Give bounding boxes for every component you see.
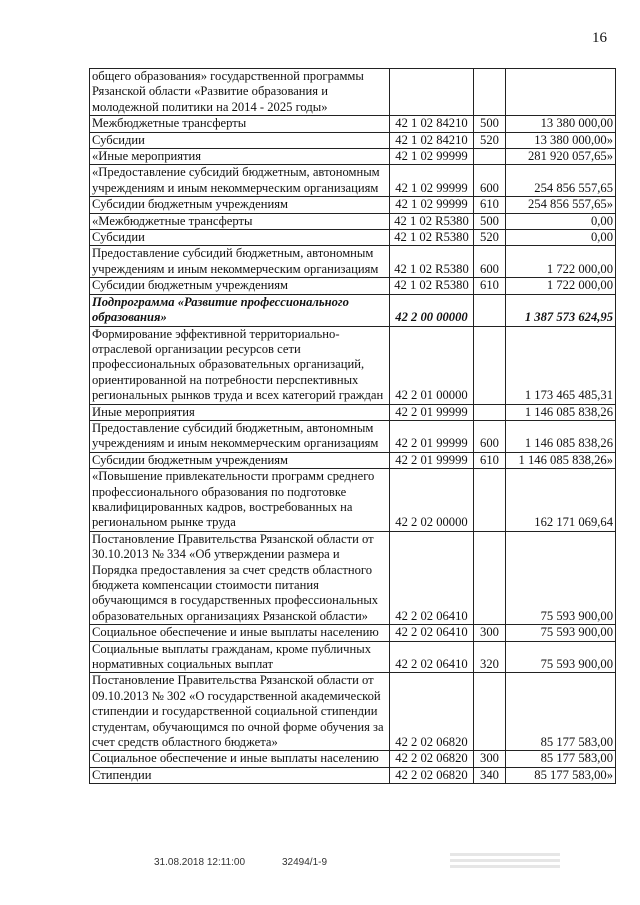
row-amount: 1 146 085 838,26» [506, 452, 616, 468]
row-name: Стипендии [90, 767, 390, 783]
row-code: 42 2 02 06820 [390, 751, 474, 767]
row-code [390, 69, 474, 116]
row-expense-type [474, 69, 506, 116]
row-code: 42 2 01 99999 [390, 420, 474, 452]
row-code: 42 1 02 99999 [390, 149, 474, 165]
row-amount: 1 146 085 838,26 [506, 404, 616, 420]
row-code: 42 1 02 R5380 [390, 230, 474, 246]
row-amount: 13 380 000,00 [506, 116, 616, 132]
budget-table [89, 68, 616, 784]
row-code: 42 1 02 99999 [390, 165, 474, 197]
table-row [90, 625, 616, 641]
row-amount: 75 593 900,00 [506, 531, 616, 624]
row-name: Субсидии бюджетным учреждениям [90, 197, 390, 213]
row-expense-type: 600 [474, 420, 506, 452]
row-code: 42 1 02 84210 [390, 132, 474, 148]
row-name: Социальные выплаты гражданам, кроме публичных нормативных социальных выплат [90, 641, 390, 673]
table-row [90, 469, 616, 532]
row-code: 42 1 02 R5380 [390, 278, 474, 294]
row-name: Постановление Правительства Рязанской области от 30.10.2013 № 334 «Об утверждении размера и Порядка предоставления за счет средств областного бюджета компенсации стоимости питания обучающимся в государственных профессиональных образовательных организациях Рязанской области» [90, 531, 390, 624]
row-expense-type: 300 [474, 751, 506, 767]
row-name: общего образования» государственной программы Рязанской области «Развитие образования и молодежной политики на 2014 - 2025 годы» [90, 69, 390, 116]
row-amount: 1 146 085 838,26 [506, 420, 616, 452]
row-expense-type: 300 [474, 625, 506, 641]
row-code: 42 2 02 06820 [390, 673, 474, 751]
table-row [90, 641, 616, 673]
row-amount: 75 593 900,00 [506, 641, 616, 673]
row-amount: 1 173 465 485,31 [506, 326, 616, 404]
row-name: «Повышение привлекательности программ среднего профессионального образования по подготовке квалифицированных кадров, востребованных на региональном рынке труда [90, 469, 390, 532]
row-amount: 1 722 000,00 [506, 278, 616, 294]
budget-table-body [90, 69, 616, 784]
row-expense-type [474, 326, 506, 404]
table-row [90, 116, 616, 132]
row-code: 42 2 02 06410 [390, 625, 474, 641]
table-row [90, 278, 616, 294]
row-name: Субсидии бюджетным учреждениям [90, 278, 390, 294]
row-amount: 75 593 900,00 [506, 625, 616, 641]
row-expense-type [474, 673, 506, 751]
footer-doc-number: 32494/1-9 [282, 857, 328, 868]
row-code: 42 2 01 99999 [390, 404, 474, 420]
table-row [90, 531, 616, 624]
row-expense-type: 610 [474, 452, 506, 468]
row-amount: 1 387 573 624,95 [506, 294, 616, 326]
row-amount: 13 380 000,00» [506, 132, 616, 148]
table-row [90, 420, 616, 452]
row-expense-type: 520 [474, 230, 506, 246]
row-code: 42 1 02 84210 [390, 116, 474, 132]
row-name: Формирование эффективной территориально-отраслевой организации ресурсов сети профессиональных образовательных организаций, ориентированной на потребности перспективных региональных рынков труда и всех категорий граждан [90, 326, 390, 404]
row-amount: 85 177 583,00 [506, 751, 616, 767]
row-name: Предоставление субсидий бюджетным, автономным учреждениям и иным некоммерческим организациям [90, 420, 390, 452]
row-amount: 254 856 557,65» [506, 197, 616, 213]
row-name: «Предоставление субсидий бюджетным, автономным учреждениям и иным некоммерческим организациям [90, 165, 390, 197]
row-code: 42 2 00 00000 [390, 294, 474, 326]
row-amount: 0,00 [506, 213, 616, 229]
row-expense-type [474, 531, 506, 624]
row-name: Подпрограмма «Развитие профессионального образования» [90, 294, 390, 326]
table-row [90, 230, 616, 246]
row-name: «Межбюджетные трансферты [90, 213, 390, 229]
row-code: 42 2 01 00000 [390, 326, 474, 404]
row-code: 42 2 01 99999 [390, 452, 474, 468]
row-name: Предоставление субсидий бюджетным, автономным учреждениям и иным некоммерческим организациям [90, 246, 390, 278]
row-name: Субсидии бюджетным учреждениям [90, 452, 390, 468]
table-row [90, 197, 616, 213]
table-row [90, 213, 616, 229]
row-code: 42 1 02 R5380 [390, 246, 474, 278]
row-name: Социальное обеспечение и иные выплаты населению [90, 751, 390, 767]
row-amount: 162 171 069,64 [506, 469, 616, 532]
row-amount: 1 722 000,00 [506, 246, 616, 278]
row-code: 42 2 02 00000 [390, 469, 474, 532]
row-expense-type [474, 469, 506, 532]
table-row [90, 326, 616, 404]
table-row [90, 246, 616, 278]
table-row [90, 132, 616, 148]
page-number: 16 [592, 30, 607, 46]
row-code: 42 1 02 R5380 [390, 213, 474, 229]
table-row [90, 404, 616, 420]
row-amount: 281 920 057,65» [506, 149, 616, 165]
row-amount: 85 177 583,00» [506, 767, 616, 783]
row-expense-type [474, 404, 506, 420]
row-name: Межбюджетные трансферты [90, 116, 390, 132]
row-expense-type: 610 [474, 197, 506, 213]
row-amount: 0,00 [506, 230, 616, 246]
table-row [90, 69, 616, 116]
row-name: Социальное обеспечение и иные выплаты населению [90, 625, 390, 641]
table-row [90, 767, 616, 783]
row-code: 42 1 02 99999 [390, 197, 474, 213]
row-name: Субсидии [90, 132, 390, 148]
table-row [90, 673, 616, 751]
row-name: Постановление Правительства Рязанской области от 09.10.2013 № 302 «О государственной академической стипендии и государственной социальной стипендии студентам, обучающимся по очной форме обучения за счет средств областного бюджета» [90, 673, 390, 751]
table-row [90, 751, 616, 767]
faded-stamp [450, 850, 560, 872]
row-expense-type: 520 [474, 132, 506, 148]
row-expense-type: 340 [474, 767, 506, 783]
row-amount: 85 177 583,00 [506, 673, 616, 751]
row-name: Субсидии [90, 230, 390, 246]
row-expense-type [474, 294, 506, 326]
table-row [90, 165, 616, 197]
row-amount [506, 69, 616, 116]
row-code: 42 2 02 06410 [390, 641, 474, 673]
row-expense-type: 600 [474, 165, 506, 197]
row-expense-type: 500 [474, 116, 506, 132]
row-expense-type: 610 [474, 278, 506, 294]
table-row [90, 294, 616, 326]
table-row [90, 452, 616, 468]
row-expense-type: 500 [474, 213, 506, 229]
footer-datetime: 31.08.2018 12:11:00 [154, 857, 246, 868]
row-code: 42 2 02 06820 [390, 767, 474, 783]
row-expense-type: 600 [474, 246, 506, 278]
row-name: Иные мероприятия [90, 404, 390, 420]
row-amount: 254 856 557,65 [506, 165, 616, 197]
row-expense-type: 320 [474, 641, 506, 673]
row-code: 42 2 02 06410 [390, 531, 474, 624]
table-row [90, 149, 616, 165]
row-name: «Иные мероприятия [90, 149, 390, 165]
row-expense-type [474, 149, 506, 165]
